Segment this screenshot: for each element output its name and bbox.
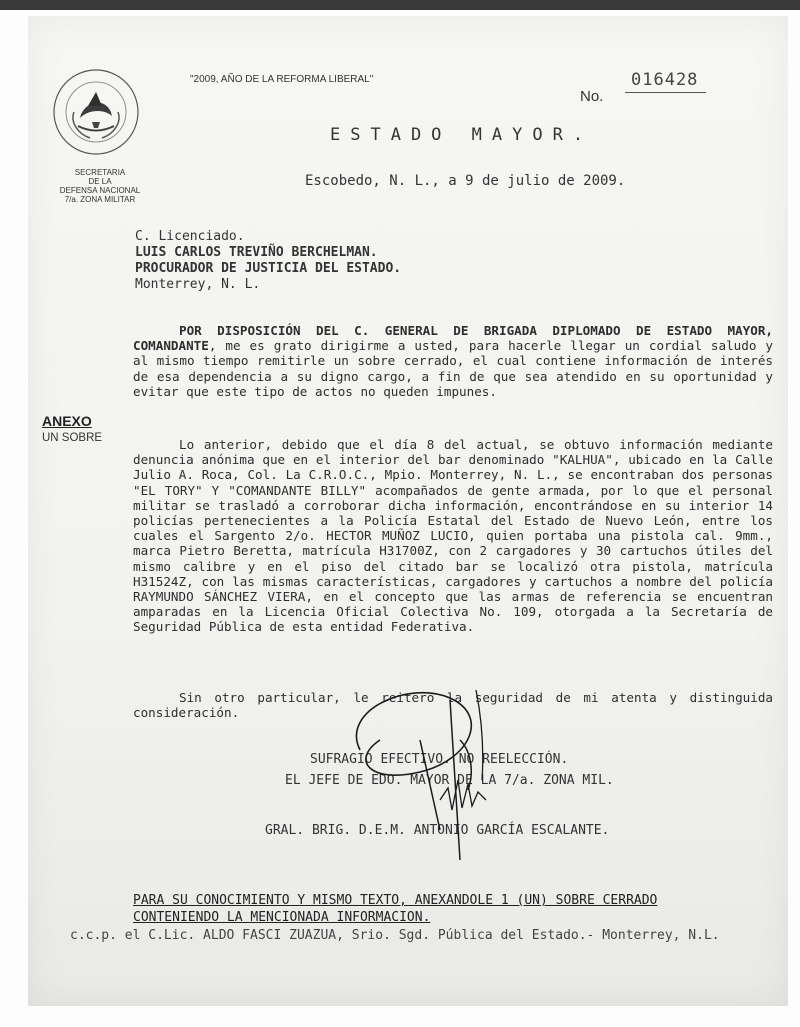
signatory-name: GRAL. BRIG. D.E.M. ANTONIO GARCÍA ESCALANTE. (265, 823, 610, 838)
closing-title: EL JEFE DE EDO. MAYOR DE LA 7/a. ZONA MIL. (285, 773, 614, 788)
paragraph-1 (133, 323, 773, 399)
note-line-2 (133, 910, 430, 925)
secretaria-line: DEFENSA NACIONAL (59, 186, 141, 195)
paragraph-2 (133, 437, 773, 635)
paragraph-1-lead: POR DISPOSICIÓN DEL C. GENERAL DE BRIGADA DIPLOMADO DE ESTADO MAYOR, COMANDANTE (133, 323, 773, 354)
secretaria-line: SECRETARIA (74, 168, 126, 177)
closing-motto: SUFRAGIO EFECTIVO. NO REELECCIÓN. (310, 752, 569, 767)
paragraph-2-text: Lo anterior, debido que el día 8 del actual, se obtuvo información mediante denuncia anónima que en el interior del bar denominado "KALHUA", ubicado en la Calle Julio A. Roca, Col. La C.R.O.C., Mpio. Monterrey, N. L., se encontraban dos personas "EL TORY" Y "COMANDANTE BILLY" acompañados de gente armada, por lo que el personal militar se trasladó a corroborar dicha información, encontrándose en su interior 14 policías pertenecientes a la Policía Estatal del Estado de Nuevo León, entre los cuales el Sargento 2/o. HECTOR MUÑOZ LUCIO, quien portaba una pistola cal. 9mm., marca Pietro Beretta, matrícula H31700Z, con 2 cargadores y 30 cartuchos útiles del mismo calibre y en el piso del citado bar se localizó otra pistola, matrícula H31524Z, con las mismas características, cargadores y cartuchos a nombre del policía RAYMUNDO SÁNCHEZ VIERA, en el concepto que las armas de referencia se encuentran amparadas en la Licencia Oficial Colectiva No. 109, otorgada a la Secretaría de Seguridad Pública de esta entidad Federativa. (133, 437, 773, 635)
top-border (0, 0, 800, 10)
secretaria-line: DE LA (88, 177, 112, 186)
dateline: Escobedo, N. L., a 9 de julio de 2009. (305, 173, 626, 189)
annex-sub: UN SOBRE (42, 432, 103, 444)
number-label: No. (580, 88, 604, 105)
addressee-title: PROCURADOR DE JUSTICIA DEL ESTADO. (135, 261, 402, 276)
note-line-2-text: CONTENIENDO LA MENCIONADA INFORMACION. (133, 910, 431, 925)
secretaria-line: 7/a. ZONA MILITAR (64, 195, 136, 204)
addressee-city: Monterrey, N. L. (135, 277, 261, 292)
addressee-name: LUIS CARLOS TREVIÑO BERCHELMAN. (135, 245, 378, 260)
annex-label: ANEXO (42, 413, 92, 429)
note-line-1 (133, 893, 657, 908)
handwritten-signature (300, 680, 600, 870)
year-motto: "2009, AÑO DE LA REFORMA LIBERAL" (190, 74, 374, 85)
addressee-line: C. Licenciado. (135, 229, 245, 244)
note-line-1-text: PARA SU CONOCIMIENTO Y MISMO TEXTO, ANEXANDOLE 1 (UN) SOBRE CERRADO (133, 893, 658, 908)
national-seal-icon (50, 66, 142, 158)
paragraph-1-rest: , me es grato dirigirme a usted, para hacerle llegar un cordial saludo y al mismo tiempo remitirle un sobre cerrado, el cual contiene información de interés de esa dependencia a su digno cargo, a fin de que sea atendido en su oportunidad y evitar que este tipo de actos no queden impunes. (133, 338, 773, 399)
paragraph-3-text: Sin otro particular, le reitero la seguridad de mi atenta y distinguida consideración. (133, 690, 773, 721)
secretaria-block (40, 168, 160, 204)
page-title: ESTADO MAYOR. (330, 125, 594, 145)
document-number: 016428 (625, 70, 706, 93)
ccp-line: c.c.p. el C.Lic. ALDO FASCI ZUAZUA, Srio. Sgd. Pública del Estado.- Monterrey, N.L. (70, 928, 720, 943)
